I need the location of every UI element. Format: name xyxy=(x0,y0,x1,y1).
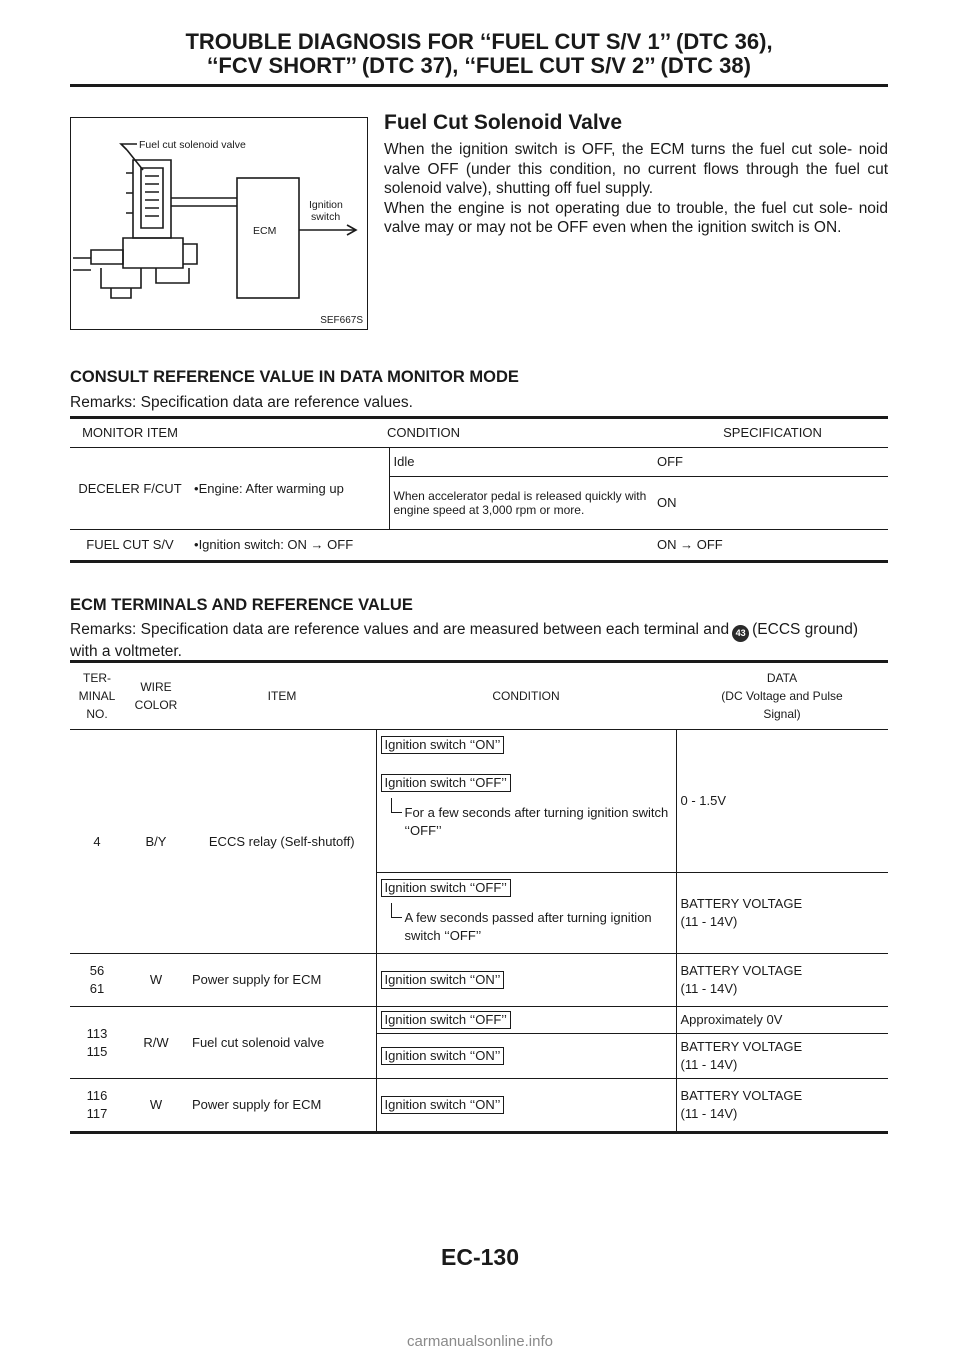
condition-116-117: Ignition switch ‘‘ON’’ xyxy=(376,1079,676,1133)
condition-4-ab: Ignition switch ‘‘ON’’ Ignition switch ‘‘OFF’’ For a few seconds after turning ignition switch ‘‘OFF’’ xyxy=(376,730,676,873)
intro-paragraph-2: When the engine is not operating due to trouble, the fuel cut sole- noid valve may or may not be OFF even when the ignition switch is ON. xyxy=(384,199,888,236)
figure-code: SEF667S xyxy=(320,315,363,326)
ground-symbol: 43 xyxy=(732,625,749,642)
item-4: ECCS relay (Self-shutoff) xyxy=(188,730,376,954)
condition-accel-released: When accelerator pedal is released quickly with engine speed at 3,000 rpm or more. xyxy=(389,477,657,530)
condition-ignition-switch: •Ignition switch: ON → OFF xyxy=(190,530,657,562)
header-terminal: TER- MINAL NO. xyxy=(70,662,124,730)
terminal-4: 4 xyxy=(70,730,124,954)
consult-remark: Remarks: Specification data are reference values. xyxy=(70,394,413,411)
header-monitor-item: MONITOR ITEM xyxy=(70,418,190,448)
terminal-116-117: 116 117 xyxy=(70,1079,124,1133)
wire-56-61: W xyxy=(124,954,188,1007)
monitor-item-fuel-cut: FUEL CUT S/V xyxy=(70,530,190,562)
terminal-56-61: 56 61 xyxy=(70,954,124,1007)
data-116-117: BATTERY VOLTAGE (11 - 14V) xyxy=(676,1079,888,1133)
data-113-115-a: Approximately 0V xyxy=(676,1007,888,1034)
table-row xyxy=(70,1007,888,1034)
table-row xyxy=(70,1079,888,1133)
data-4-ab: 0 - 1.5V xyxy=(676,730,888,873)
terminal-113-115: 113 115 xyxy=(70,1007,124,1079)
header-item: ITEM xyxy=(188,662,376,730)
consult-section-title: CONSULT REFERENCE VALUE IN DATA MONITOR MODE xyxy=(70,368,519,386)
item-113-115: Fuel cut solenoid valve xyxy=(188,1007,376,1079)
table-row xyxy=(70,954,888,1007)
header-specification: SPECIFICATION xyxy=(657,418,888,448)
data-113-115-b: BATTERY VOLTAGE (11 - 14V) xyxy=(676,1034,888,1079)
solenoid-valve-figure xyxy=(70,117,368,330)
data-4-c: BATTERY VOLTAGE (11 - 14V) xyxy=(676,873,888,954)
ecm-remark xyxy=(70,620,888,661)
figure-label-valve: Fuel cut solenoid valve xyxy=(139,139,246,151)
condition-engine: •Engine: After warming up xyxy=(190,448,389,530)
wire-113-115: R/W xyxy=(124,1007,188,1079)
spec-idle: OFF xyxy=(657,448,888,477)
page-header xyxy=(70,30,888,78)
condition-idle: Idle xyxy=(389,448,657,477)
table-row xyxy=(70,530,888,562)
ecm-remark-pre: Remarks: Specification data are reference values and are measured between each terminal and xyxy=(70,621,730,638)
header-rule xyxy=(70,84,888,87)
figure-label-switch-2: switch xyxy=(311,211,341,223)
wire-4: B/Y xyxy=(124,730,188,954)
consult-table xyxy=(70,416,888,563)
table-row xyxy=(70,730,888,873)
page-number: EC-130 xyxy=(441,1244,519,1270)
header-line-1: TROUBLE DIAGNOSIS FOR ‘‘FUEL CUT S/V 1’’ (DTC 36), xyxy=(185,29,773,54)
monitor-item-deceler: DECELER F/CUT xyxy=(70,448,190,530)
condition-56-61: Ignition switch ‘‘ON’’ xyxy=(376,954,676,1007)
spec-fuel-cut: ON → OFF xyxy=(657,530,888,562)
item-56-61: Power supply for ECM xyxy=(188,954,376,1007)
watermark: carmanualsonline.info xyxy=(407,1333,553,1350)
figure-label-ecm: ECM xyxy=(253,225,277,237)
consult-table-header xyxy=(70,418,888,448)
ecm-table-header xyxy=(70,662,888,730)
intro-paragraph-1: When the ignition switch is OFF, the ECM turns the fuel cut sole- noid valve OFF (under this condition, no current flows through the fuel cut solenoid valve), shutting off fuel supply. xyxy=(384,141,888,197)
data-56-61: BATTERY VOLTAGE (11 - 14V) xyxy=(676,954,888,1007)
table-row xyxy=(70,448,888,477)
solenoid-valve-diagram xyxy=(71,118,367,329)
ecm-table xyxy=(70,660,888,1134)
condition-4-c: Ignition switch ‘‘OFF’’ A few seconds passed after turning ignition switch ‘‘OFF’’ xyxy=(376,873,676,954)
item-116-117: Power supply for ECM xyxy=(188,1079,376,1133)
intro-section xyxy=(384,110,888,238)
wire-116-117: W xyxy=(124,1079,188,1133)
header-condition: CONDITION xyxy=(190,418,657,448)
header-wire-color: WIRE COLOR xyxy=(124,662,188,730)
header-condition: CONDITION xyxy=(376,662,676,730)
header-line-2: ‘‘FCV SHORT’’ (DTC 37), ‘‘FUEL CUT S/V 2’’ (DTC 38) xyxy=(207,53,751,78)
condition-113-115-a: Ignition switch ‘‘OFF’’ xyxy=(376,1007,676,1034)
ecm-section-title: ECM TERMINALS AND REFERENCE VALUE xyxy=(70,596,413,614)
figure-label-switch-1: Ignition xyxy=(309,199,343,211)
condition-113-115-b: Ignition switch ‘‘ON’’ xyxy=(376,1034,676,1079)
intro-title: Fuel Cut Solenoid Valve xyxy=(384,111,623,134)
spec-accel-released: ON xyxy=(657,477,888,530)
ecm-remark-post: (ECCS ground) with a voltmeter. xyxy=(70,621,859,660)
header-data: DATA (DC Voltage and Pulse Signal) xyxy=(676,662,888,730)
